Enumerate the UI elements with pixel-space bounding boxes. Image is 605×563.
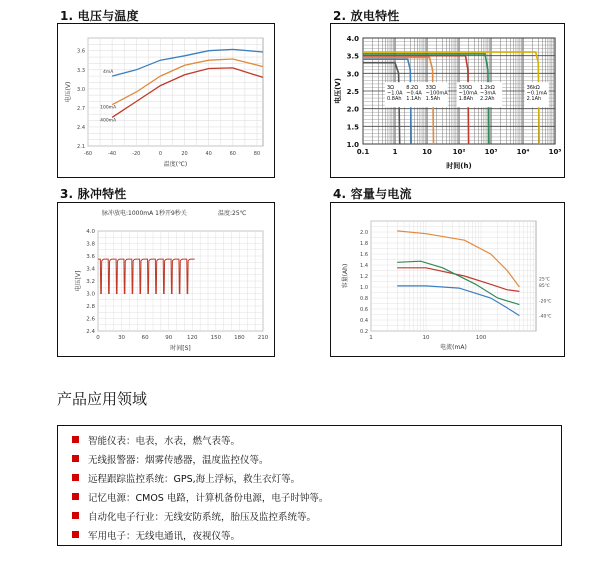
annotation-label: ~0.1mA [526,90,548,97]
y-tick-label: 3.5 [346,52,359,61]
y-tick-label: 3.8 [86,241,95,248]
section-title-discharge: 2. 放电特性 [333,9,400,23]
x-tick-label: 90 [165,335,173,341]
series-line [98,259,195,293]
series-line [112,59,263,105]
x-tick-label: 0.1 [356,148,370,156]
y-tick-label: 1.8 [360,241,368,247]
x-tick-label: -40 [108,151,117,157]
section-title-voltage-temp: 1. 电压与温度 [60,9,139,23]
y-tick-label: 0.8 [360,296,368,302]
x-tick-label: 10³ [484,148,498,156]
applications-heading: 产品应用领域 [57,390,148,408]
x-tick-label: 180 [234,335,245,341]
x-tick-label: 20 [181,151,188,157]
annotation-label: ~0.4A [406,90,422,97]
series-label: -20℃ [539,299,552,305]
x-tick-label: 10⁴ [516,148,530,156]
y-tick-label: 3.6 [86,254,95,260]
x-tick-label: 0 [158,151,163,157]
x-tick-label: -20 [132,151,141,157]
series-label: 85℃ [539,284,550,289]
bullet-icon [72,436,79,443]
x-tick-label: 30 [118,335,126,341]
y-tick-label: 1.4 [360,263,368,269]
x-tick-label: 150 [210,335,222,341]
applications-list [57,425,562,546]
bullet-icon [72,455,79,462]
annotation-label: 33Ω [425,85,436,92]
application-item [72,525,561,544]
y-tick-label: 1.2 [360,274,368,280]
application-item [72,506,561,525]
y-tick-label: 3.6 [77,48,85,55]
chart-panel-pulse [57,202,275,357]
x-tick-label: 40 [205,151,212,157]
series-label: 400mA [100,118,117,124]
series-line [397,286,519,316]
application-item [72,468,561,487]
x-tick-label: 10 [422,148,432,156]
y-tick-label: 1.0 [346,141,359,149]
annotation-label: 1.8Ah [458,95,474,102]
y-tick-label: 4.0 [86,229,95,235]
chart-title: 脉冲放电:1000mA 1秒开9秒关 [102,210,187,217]
x-tick-label: 100 [475,335,487,341]
chart-discharge [331,24,563,176]
x-tick-label: 10⁵ [548,148,562,156]
x-tick-label: 60 [141,335,149,341]
y-tick-label: 3.0 [346,70,359,79]
y-tick-label: 1.0 [360,285,368,291]
y-tick-label: 0.6 [360,307,368,313]
x-axis-label: 温度(℃) [163,161,188,168]
application-item [72,449,561,468]
y-tick-label: 2.1 [77,144,85,150]
y-tick-label: 0.4 [360,318,368,324]
chart-capacity-current [331,203,563,355]
y-tick-label: 1.6 [360,252,368,258]
x-tick-label: 1 [392,148,398,156]
x-tick-label: 80 [253,151,261,157]
x-tick-label: 1 [369,335,373,341]
application-item-text: 记忆电源：CMOS 电路，计算机备份电源，电子时钟等。 [88,492,329,504]
y-axis-label: 电压(V) [65,81,72,103]
annotation-label: 1.2kΩ [480,85,495,92]
y-tick-label: 2.8 [86,304,95,310]
annotation-label: 330Ω [458,85,473,92]
x-axis-label: 电流(mA) [440,344,467,351]
chart-panel-discharge [330,23,565,178]
y-tick-label: 2.7 [77,105,85,112]
x-tick-label: 10² [452,148,466,156]
y-tick-label: 2.4 [77,124,85,131]
application-item-text: 无线报警器：烟雾传感器，温度监控仪等。 [88,454,269,466]
series-line [397,231,519,287]
y-tick-label: 4.0 [346,35,359,43]
x-tick-label: 210 [257,335,269,341]
x-tick-label: 60 [229,151,237,157]
annotation-label: 2.2Ah [480,95,495,102]
annotation-label: ~10mA [458,90,478,97]
annotation-label: 3Ω [387,85,395,92]
annotation-label: 1.1Ah [406,95,421,102]
x-tick-label: 0 [96,335,100,341]
chart-subtitle: 温度:25℃ [218,210,247,217]
series-label: 100mA [100,105,117,111]
y-tick-label: 3.2 [86,279,95,285]
y-tick-label: 2.0 [360,230,368,236]
x-axis-label: 时间[S] [170,345,191,352]
x-axis-label: 时间(h) [446,162,472,170]
y-axis-label: 容量(Ah) [342,263,349,289]
annotation-label: ~1.0A [387,90,403,97]
x-tick-label: 120 [187,335,198,341]
application-item-text: 自动化电子行业：无线安防系统，胎压及监控系统等。 [88,511,317,523]
application-item-text: 远程跟踪监控系统：GPS,海上浮标，救生衣灯等。 [88,473,301,485]
section-title-pulse: 3. 脉冲特性 [60,187,127,201]
annotation-label: 2.1Ah [526,95,542,102]
bullet-icon [72,531,79,538]
application-item-text: 军用电子：无线电通讯，夜视仪等。 [88,530,241,542]
y-tick-label: 3.0 [77,86,85,93]
application-item [72,487,561,506]
y-axis-label: 电压(V) [334,78,342,104]
annotation-label: 0.8Ah [387,95,402,102]
y-tick-label: 2.5 [346,88,359,96]
bullet-icon [72,474,79,481]
x-tick-label: 10 [422,335,430,341]
annotation-label: 8.2Ω [406,85,419,92]
chart-voltage-temp [58,24,273,176]
y-tick-label: 1.5 [346,123,359,132]
chart-panel-capacity-current [330,202,565,357]
y-tick-label: 3.4 [86,266,95,273]
section-title-capacity-current: 4. 容量与电流 [333,187,412,201]
series-label: 4mA [102,70,114,76]
annotation-label: 36kΩ [526,85,540,92]
y-tick-label: 2.4 [86,329,95,335]
application-item-text: 智能仪表：电表，水表，燃气表等。 [88,435,241,447]
y-tick-label: 3.3 [77,67,85,74]
annotation-label: ~3mA [480,90,496,97]
annotation-label: ~100mA [425,90,448,97]
y-axis-label: 电压[V] [75,270,82,292]
chart-panel-voltage-temp [57,23,275,178]
y-tick-label: 2.6 [86,316,95,323]
series-line [112,49,263,76]
bullet-icon [72,493,79,500]
series-label: 25℃ [539,277,550,283]
y-tick-label: 2.0 [346,105,359,114]
annotation-label: 1.5Ah [425,95,441,102]
plot-frame [88,38,263,146]
x-tick-label: -60 [83,151,93,157]
y-tick-label: 0.2 [360,329,368,335]
chart-pulse [58,203,273,355]
bullet-icon [72,512,79,519]
series-label: -40℃ [539,314,552,320]
application-item [72,430,561,449]
y-tick-label: 3.0 [86,291,95,298]
